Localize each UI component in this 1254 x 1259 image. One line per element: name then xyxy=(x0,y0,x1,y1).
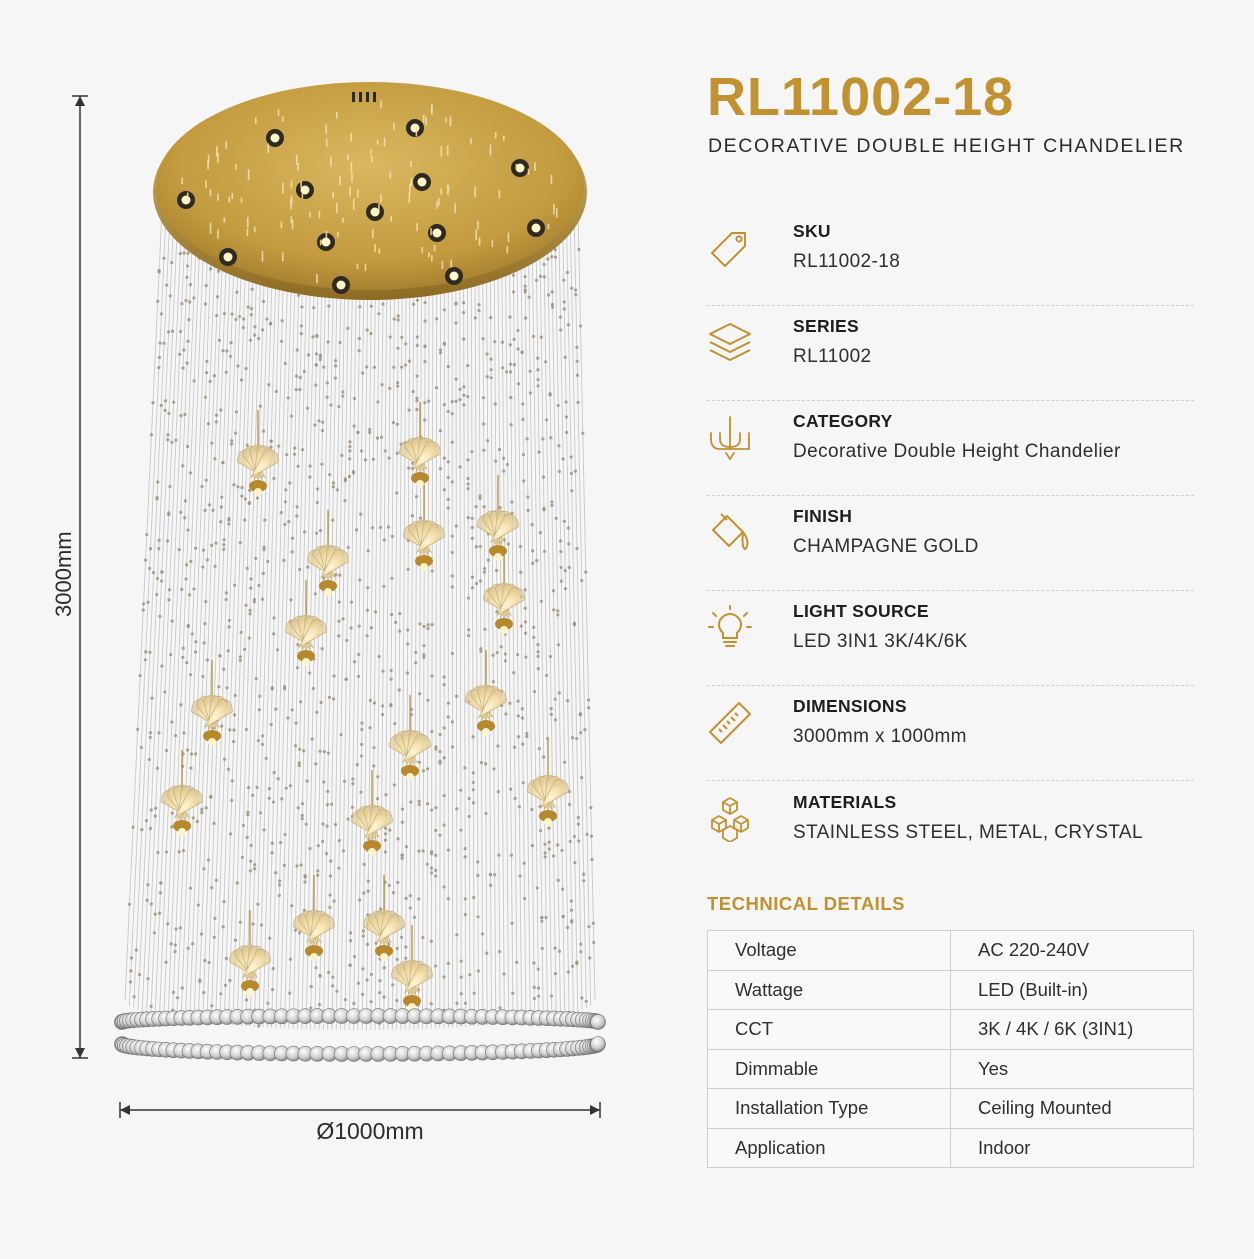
table-row xyxy=(708,970,1194,1010)
spec-row-sku xyxy=(707,211,1194,306)
spec-value: STAINLESS STEEL, METAL, CRYSTAL xyxy=(793,822,1143,844)
spec-value: RL11002-18 xyxy=(793,251,900,273)
spec-row-category xyxy=(707,401,1194,496)
table-row xyxy=(708,1010,1194,1050)
spec-value: LED 3IN1 3K/4K/6K xyxy=(793,631,968,653)
table-row xyxy=(708,931,1194,971)
spec-key: Installation Type xyxy=(708,1089,951,1129)
spec-value: 3K / 4K / 6K (3IN1) xyxy=(951,1010,1194,1050)
spec-value: Decorative Double Height Chandelier xyxy=(793,441,1121,463)
technical-details-heading: TECHNICAL DETAILS xyxy=(707,893,905,915)
ceiling-canopy xyxy=(153,82,587,300)
layers-icon xyxy=(707,320,753,366)
spec-label: CATEGORY xyxy=(793,411,893,432)
lightbulb-icon xyxy=(707,605,753,651)
spec-key: Voltage xyxy=(708,931,951,971)
height-label: 3000mm xyxy=(51,557,75,617)
product-subtitle: DECORATIVE DOUBLE HEIGHT CHANDELIER xyxy=(708,135,1185,158)
spec-key: CCT xyxy=(708,1010,951,1050)
paint-bucket-icon xyxy=(707,510,753,556)
spec-value: Ceiling Mounted xyxy=(951,1089,1194,1129)
spec-value: Indoor xyxy=(951,1128,1194,1168)
spec-key: Dimmable xyxy=(708,1049,951,1089)
spec-label: SERIES xyxy=(793,316,859,337)
product-code-title: RL11002-18 xyxy=(707,66,1014,128)
spec-value: 3000mm x 1000mm xyxy=(793,726,967,748)
spec-key: Application xyxy=(708,1128,951,1168)
crystal-strands xyxy=(125,210,595,1030)
crystal-ball-ring xyxy=(115,1009,606,1062)
spec-value: CHAMPAGNE GOLD xyxy=(793,536,979,558)
technical-details-table xyxy=(707,930,1194,1168)
diameter-label: Ø1000mm xyxy=(270,1118,470,1145)
chandelier-icon xyxy=(707,415,753,461)
spec-label: SKU xyxy=(793,221,831,242)
spec-row-light-source xyxy=(707,591,1194,686)
spec-value: RL11002 xyxy=(793,346,872,368)
spec-row-finish xyxy=(707,496,1194,591)
cubes-icon xyxy=(707,796,753,842)
spec-row-dimensions xyxy=(707,686,1194,781)
spec-value: Yes xyxy=(951,1049,1194,1089)
table-row xyxy=(708,1049,1194,1089)
ruler-icon xyxy=(707,700,753,746)
spec-row-series xyxy=(707,306,1194,401)
spec-key: Wattage xyxy=(708,970,951,1010)
table-row xyxy=(708,1128,1194,1168)
table-row xyxy=(708,1089,1194,1129)
spec-label: LIGHT SOURCE xyxy=(793,601,929,622)
spec-row-materials xyxy=(707,782,1194,877)
spec-label: FINISH xyxy=(793,506,852,527)
spec-value: AC 220-240V xyxy=(951,931,1194,971)
spec-label: DIMENSIONS xyxy=(793,696,907,717)
spec-label: MATERIALS xyxy=(793,792,896,813)
width-dimension-line xyxy=(120,1102,600,1118)
spec-value: LED (Built-in) xyxy=(951,970,1194,1010)
tag-icon xyxy=(707,225,753,271)
